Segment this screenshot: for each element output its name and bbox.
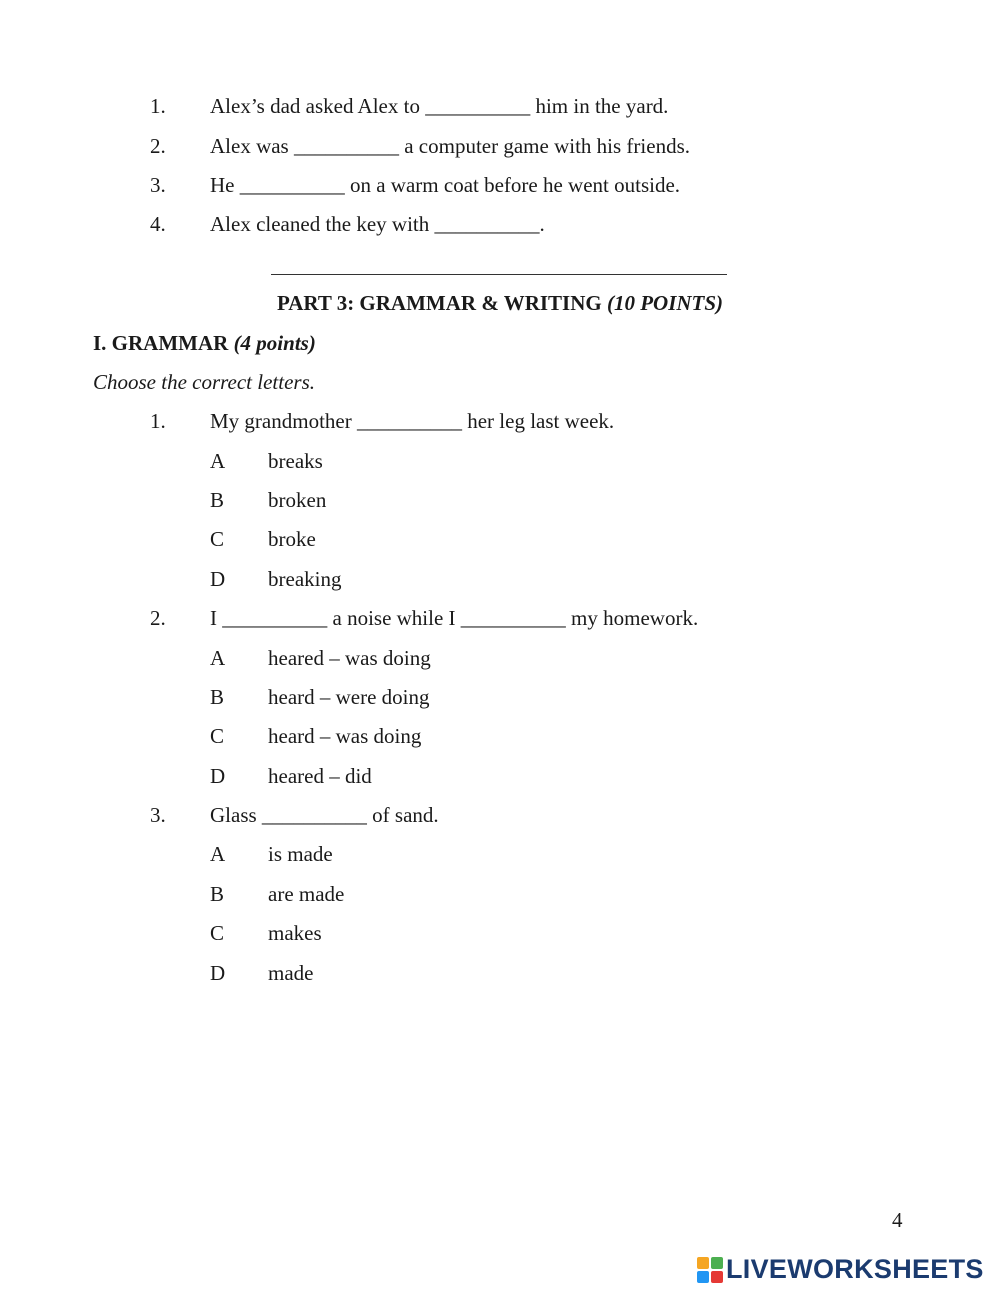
option-letter: C xyxy=(210,921,225,945)
brand-logo-icon xyxy=(697,1257,723,1283)
option-letter: C xyxy=(210,724,225,748)
item-text: He __________ on a warm coat before he went outside. xyxy=(210,173,681,197)
question-number: 3. xyxy=(150,803,166,827)
option-text: broke xyxy=(268,527,316,551)
section-divider xyxy=(271,274,727,275)
page-number: 4 xyxy=(892,1208,903,1232)
item-number: 1. xyxy=(150,94,166,118)
option-letter: D xyxy=(210,567,226,591)
logo-tile-icon xyxy=(711,1271,723,1283)
liveworksheets-logo xyxy=(697,1254,984,1285)
option-letter: B xyxy=(210,685,225,709)
item-text: Alex was __________ a computer game with his friends. xyxy=(210,134,690,158)
part-heading xyxy=(0,290,1000,316)
option-text: heard – were doing xyxy=(268,685,430,709)
item-number: 4. xyxy=(150,212,166,236)
item-number: 3. xyxy=(150,173,166,197)
section-heading xyxy=(93,330,316,356)
option-text: heared – was doing xyxy=(268,646,431,670)
item-text: Alex cleaned the key with __________. xyxy=(210,212,545,236)
option-text: are made xyxy=(268,882,345,906)
option-letter: B xyxy=(210,488,225,512)
option-letter: A xyxy=(210,842,226,866)
option-text: heard – was doing xyxy=(268,724,422,748)
logo-tile-icon xyxy=(697,1257,709,1269)
brand-name: LIVEWORKSHEETS xyxy=(726,1254,984,1284)
option-text: breaks xyxy=(268,449,323,473)
option-letter: D xyxy=(210,764,226,788)
option-letter: C xyxy=(210,527,225,551)
section-title: I. GRAMMAR xyxy=(93,331,229,355)
option-text: breaking xyxy=(268,567,342,591)
item-number: 2. xyxy=(150,134,166,158)
instruction-text: Choose the correct letters. xyxy=(93,370,316,394)
option-letter: A xyxy=(210,449,226,473)
logo-tile-icon xyxy=(711,1257,723,1269)
logo-tile-icon xyxy=(697,1271,709,1283)
option-letter: A xyxy=(210,646,226,670)
part-points: (10 POINTS) xyxy=(606,291,724,315)
option-text: makes xyxy=(268,921,322,945)
option-letter: B xyxy=(210,882,225,906)
part-title: PART 3: GRAMMAR & WRITING xyxy=(276,291,602,315)
question-text: Glass __________ of sand. xyxy=(210,803,439,827)
question-text: My grandmother __________ her leg last week. xyxy=(210,409,615,433)
item-text: Alex’s dad asked Alex to __________ him in the yard. xyxy=(210,94,669,118)
question-number: 1. xyxy=(150,409,166,433)
option-text: made xyxy=(268,961,314,985)
option-text: heared – did xyxy=(268,764,372,788)
option-letter: D xyxy=(210,961,226,985)
option-text: is made xyxy=(268,842,333,866)
question-number: 2. xyxy=(150,606,166,630)
question-text: I __________ a noise while I __________ my homework. xyxy=(210,606,699,630)
option-text: broken xyxy=(268,488,327,512)
section-points: (4 points) xyxy=(233,331,316,355)
